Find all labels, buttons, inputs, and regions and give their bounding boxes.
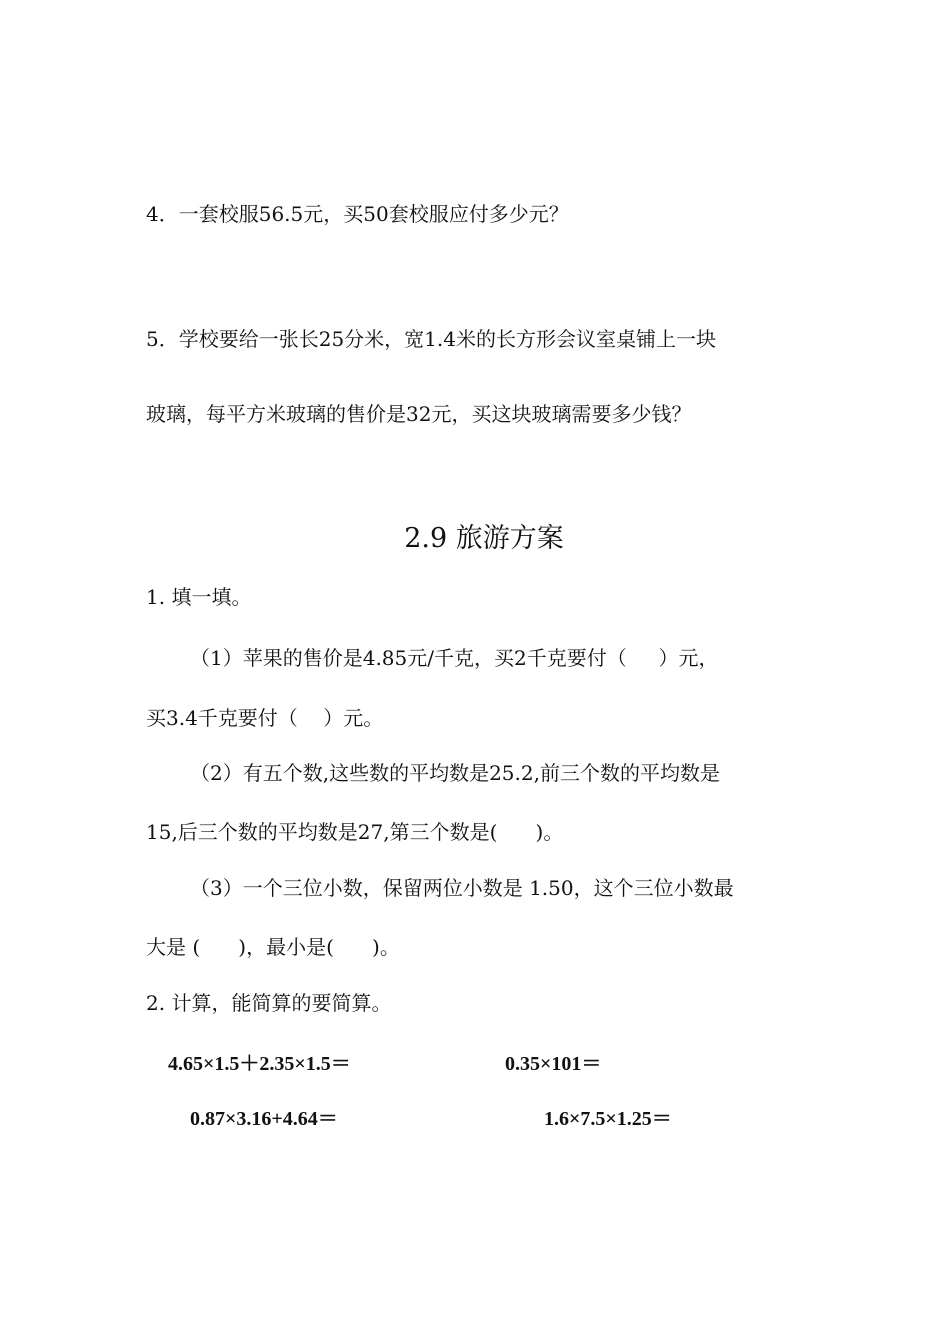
problem-4: 4．一套校服56.5元，买50套校服应付多少元？ (146, 202, 569, 226)
calc-item: 1.6×7.5×1.25＝ (544, 1108, 672, 1130)
fill-q3-line-1: （3）一个三位小数，保留两位小数是 1.50，这个三位小数最 (190, 876, 734, 900)
fill-heading: 1. 填一填。 (146, 585, 252, 609)
calc-item: 0.35×101＝ (505, 1053, 602, 1075)
section-title: 2.9 旅游方案 (404, 523, 564, 554)
fill-q3-line-2: 大是 ( )，最小是( )。 (146, 935, 400, 959)
problem-5-line-1: 5．学校要给一张长25分米，宽1.4米的长方形会议室桌铺上一块 (146, 327, 716, 351)
calc-item: 0.87×3.16+4.64＝ (190, 1108, 338, 1130)
fill-q2-line-2: 15,后三个数的平均数是27,第三个数是( )。 (146, 820, 564, 844)
fill-q1-line-2: 买3.4千克要付（ ）元。 (146, 706, 384, 730)
calc-heading: 2. 计算，能简算的要简算。 (146, 991, 392, 1015)
fill-q1-line-1: （1）苹果的售价是4.85元/千克，买2千克要付（ ）元， (190, 646, 719, 670)
fill-q2-line-1: （2）有五个数,这些数的平均数是25.2,前三个数的平均数是 (190, 761, 720, 785)
problem-5-line-2: 玻璃，每平方米玻璃的售价是32元，买这块玻璃需要多少钱？ (146, 402, 692, 426)
calc-item: 4.65×1.5＋2.35×1.5＝ (168, 1053, 351, 1075)
